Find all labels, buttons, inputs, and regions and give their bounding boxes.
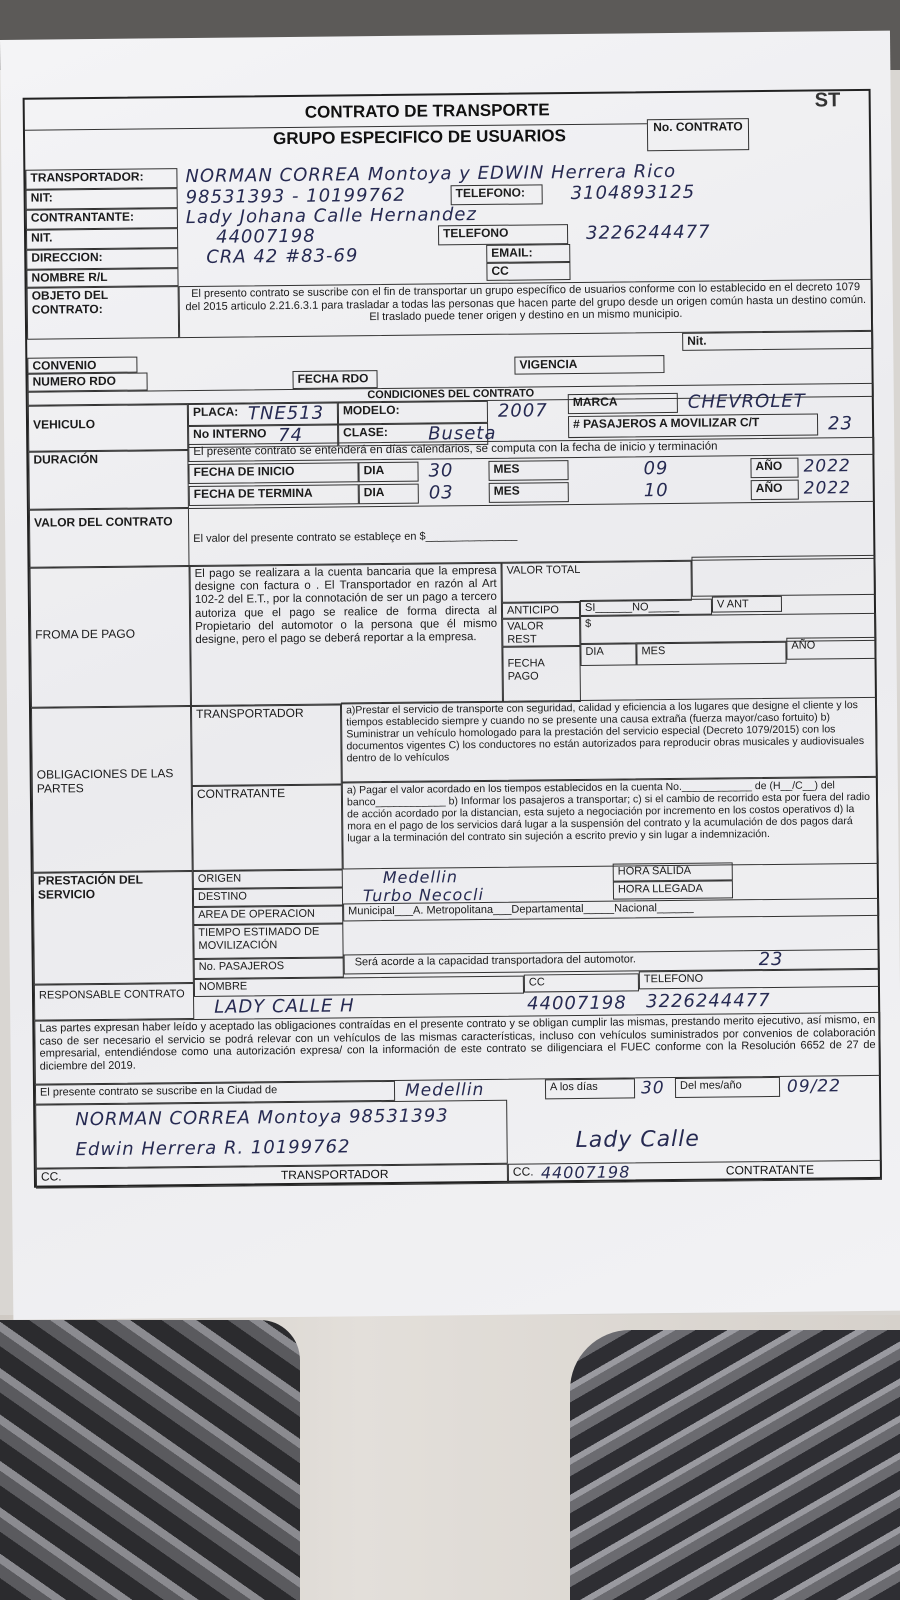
responsable-telefono-value: 3226244477 (645, 989, 771, 1013)
placa-label: PLACA: (188, 402, 338, 426)
fin-mes-label: MES (489, 482, 569, 503)
obligaciones-contratante-label: CONTRATANTE (192, 784, 343, 871)
numero-rdo-label: NUMERO RDO (27, 372, 147, 391)
duracion-text: El presente contrato se entenderá en días calendarios, se computa con la fecha de inicio y terminación (188, 437, 874, 462)
nit2-value: 44007198 (215, 225, 316, 248)
hora-llegada-label: HORA LLEGADA (613, 880, 733, 899)
condiciones-title: CONDICIONES DEL CONTRATO (28, 383, 874, 406)
servicio-label: PRESTACIÓN DEL SERVICIO (33, 871, 194, 985)
transportador-label: TRANSPORTADOR: (25, 168, 177, 190)
contratante-label: CONTRANTANTE: (26, 208, 178, 230)
responsable-nombre-value: LADY CALLE H (214, 995, 355, 1018)
responsable-cc-value: 44007198 (527, 992, 627, 1015)
responsable-nombre-label: NOMBRE (194, 976, 524, 997)
obligaciones-transportador-label: TRANSPORTADOR (191, 704, 342, 786)
destino-value: Turbo Necocli (362, 884, 485, 906)
fin-ano-value: 2022 (803, 478, 852, 499)
vehiculo-label: VEHICULO (28, 404, 188, 452)
objeto-label: OBJETO DEL CONTRATO: (27, 286, 180, 340)
telefono2-value: 3226244477 (585, 221, 711, 244)
inicio-ano-value: 2022 (803, 456, 851, 477)
fecha-inicio-label: FECHA DE INICIO (188, 462, 358, 484)
cc2-label: CC. (508, 1160, 882, 1184)
objeto-text: El presento contrato se suscribe con el fin de transportar un grupo específico de usuarios conforme con lo establecido en el decreto 1079 del 2015 articulo 2.21.6.3.1 para trasladar a todas las personas que hacen parte del grupo desde un origen común hasta un destino común. El traslado puede tener origen y destino en un mismo municipio. (179, 279, 874, 338)
transportador-sign-label: TRANSPORTADOR (280, 1166, 389, 1183)
contract-paper (0, 31, 900, 1320)
form-title: CONTRATO DE TRANSPORTE (304, 100, 550, 122)
area-label: AREA DE OPERACION (193, 905, 343, 925)
contratante-signature: Lady Calle (575, 1126, 701, 1154)
cc2-value: 44007198 (540, 1162, 631, 1183)
marca-value: CHEVROLET (687, 390, 806, 413)
pago-mes-label: MES (636, 642, 786, 666)
nombre-rl-label: NOMBRE R/L (26, 268, 178, 288)
ciudad-value: Medellin (404, 1079, 485, 1101)
nit2-label: NIT. (26, 228, 178, 250)
area-value: Municipal___A. Metropolitana___Departamental_____Nacional______ (343, 898, 879, 922)
contratante-sign-label: CONTRATANTE (725, 1162, 815, 1178)
no-pasajeros-text: Será acorde a la capacidad transportadora del automotor. (344, 950, 744, 974)
fecha-rdo-label: FECHA RDO (292, 370, 377, 389)
fecha-termina-label: FECHA DE TERMINA (189, 484, 359, 506)
contract-number-label: No. CONTRATO (647, 118, 749, 151)
obligaciones-contratante-text: a) Pagar el valor acordado en los tiempos establecidos en la cuenta No.____________ de (H__/C__) del banco____________ b) Informar los pasajeros a transportar; c) si el cambio de recorrido esta por fuera del radio de acción acordado por la distancian, esta sujeto a negociación por incremento en los costos operativos d) la mora en el pago de los servicios dará lugar a la suspensión del contrato y la acumulación de dos pagos dará lugar a la terminación del contrato sin sujeción a escrito previo y sin lugar a indemnización. (342, 777, 879, 870)
fecha-pago-label: FECHA PAGO (502, 646, 581, 703)
direccion-value: CRA 42 #83-69 (206, 245, 359, 268)
anticipo-si-no: SI______NO_____ (580, 599, 712, 616)
mes-ano-value: 09/22 (786, 1076, 842, 1097)
obligaciones-label: OBLIGACIONES DE LAS PARTES (31, 706, 193, 873)
pago-ano-label: AÑO (786, 637, 876, 660)
inicio-mes-label: MES (488, 460, 568, 481)
nit-label: NIT: (26, 188, 178, 210)
email-label: EMAIL: (486, 244, 570, 263)
anticipo-label: ANTICIPO (502, 602, 580, 619)
clase-label: CLASE: (338, 423, 488, 447)
responsable-label: RESPONSABLE CONTRATO (34, 983, 194, 1021)
nit3-label: Nit. (682, 331, 873, 351)
inicio-dia-label: DIA (358, 462, 418, 483)
forma-pago-text: El pago se realizara a la cuenta bancaria que la empresa designe con factura o . El Transportador en razón al Art 102-2 del E.T., por la connotación de ser un pago a tercero autoriza que el pago se realice de forma directa al Propietario del automotor o la persona que él mismo designe, pero el pago se deberá reportar a la empresa. (190, 563, 503, 706)
clothing-right (570, 1330, 900, 1600)
origen-label: ORIGEN (193, 869, 343, 889)
transportador-value: NORMAN CORREA Montoya y EDWIN Herrera Rico (185, 160, 677, 188)
obligaciones-transportador-text: a)Prestar el servicio de transporte con seguridad, calidad y eficiencia a los lugares que designe el cliente y los tiempos establecido siempre y cuando no se presente una causa extraña (fuerza mayor/caso fortuito) b) Suministrar un vehículo homologado para la prestación del servicio especial (Decreto 1079/2015) con los documentos vigentes C) los conductores no están autorizados para reproducir obras musicales y audiovisuales dentro de lo vehículos (341, 697, 878, 783)
ciudad-text: El presente contrato se suscribe en la Ciudad de (35, 1081, 395, 1105)
vant-label: V ANT (712, 596, 782, 613)
valor-rest-value: $ (580, 613, 876, 644)
fin-dia-value: 03 (428, 482, 454, 504)
clausula-text: Las partes expresan haber leído y aceptado las obligaciones contraídas en el presente contrato y se obligan cumplir las mismas, prestando merito ejecutivo, así mismo, en caso de ser necesario el servicio se podrá relevar con un vehículos de las mismas características, incluso con vehículos suministrados por convenios de colaboración empresarial, entendiéndose como una autorización expresa/ con la información de este contrato se diligenciara el FUEC conforme con la Resolución 6652 de 27 de diciembre del 2019. (34, 1012, 881, 1085)
dias-label: A los días (545, 1078, 635, 1099)
contratante-value: Lady Johana Calle Hernandez (185, 204, 477, 229)
fin-ano-label: AÑO (751, 480, 799, 501)
responsable-telefono-label: TELEFONO (639, 969, 880, 990)
nit-value: 98531393 - 10199762 (185, 184, 406, 209)
pasajeros-value: 23 (827, 413, 854, 435)
modelo-label: MODELO: (338, 401, 488, 425)
transportador-signature-line1: NORMAN CORREA Montoya 98531393 (75, 1105, 449, 1131)
interno-value: 74 (278, 424, 304, 447)
valor-rest-label: VALOR REST (502, 618, 580, 647)
tiempo-label: TIEMPO ESTIMADO DE MOVILIZACIÓN (193, 923, 343, 959)
form-subtitle: GRUPO ESPECIFICO DE USUARIOS (272, 126, 566, 149)
telefono-label: TELEFONO: (451, 184, 543, 205)
pasajeros-label: # PASAJEROS A MOVILIZAR C/T (568, 413, 818, 438)
convenio-label: CONVENIO (27, 357, 137, 374)
valor-text: El valor del presente contrato se estableçe en $_______________ (189, 501, 876, 566)
forma-pago-label: FROMA DE PAGO (30, 566, 191, 708)
duracion-label: DURACIÓN (28, 450, 189, 510)
fin-mes-value: 10 (643, 480, 669, 502)
placa-value: TNE513 (247, 402, 325, 425)
responsable-cc-label: CC (524, 973, 639, 992)
dias-value: 30 (640, 1078, 665, 1099)
cc1-label: CC. (36, 1164, 508, 1189)
inicio-dia-value: 30 (428, 460, 454, 482)
no-pasajeros-value: 23 (758, 948, 784, 971)
destino-label: DESTINO (193, 887, 343, 907)
inicio-mes-value: 09 (643, 458, 669, 480)
hora-salida-label: HORA SALIDA (613, 862, 733, 881)
valor-total-label: VALOR TOTAL (502, 561, 692, 603)
contract-form (23, 89, 882, 1188)
transportador-signature-line2: Edwin Herrera R. 10199762 (75, 1136, 351, 1161)
valor-total-field (691, 555, 875, 597)
fin-dia-label: DIA (359, 484, 419, 505)
modelo-value: 2007 (497, 400, 548, 422)
mes-ano-label: Del mes/año (675, 1077, 780, 1098)
interno-label: No INTERNO (188, 424, 338, 448)
valor-label: VALOR DEL CONTRATO (29, 508, 190, 568)
clase-value: Buseta (428, 422, 497, 445)
direccion-label: DIRECCION: (26, 248, 178, 270)
inicio-ano-label: AÑO (750, 458, 798, 479)
cc-label: CC (486, 262, 570, 281)
vigencia-label: VIGENCIA (514, 355, 664, 375)
clothing-left (0, 1320, 300, 1600)
telefono-value: 3104893125 (570, 181, 696, 205)
telefono2-label: TELEFONO (438, 224, 568, 245)
company-logo: ST (814, 89, 841, 112)
marca-label: MARCA (568, 393, 678, 414)
no-pasajeros-label: No. PASAJEROS (194, 957, 344, 979)
pago-dia-label: DIA (580, 643, 636, 666)
origen-value: Medellin (382, 867, 459, 888)
